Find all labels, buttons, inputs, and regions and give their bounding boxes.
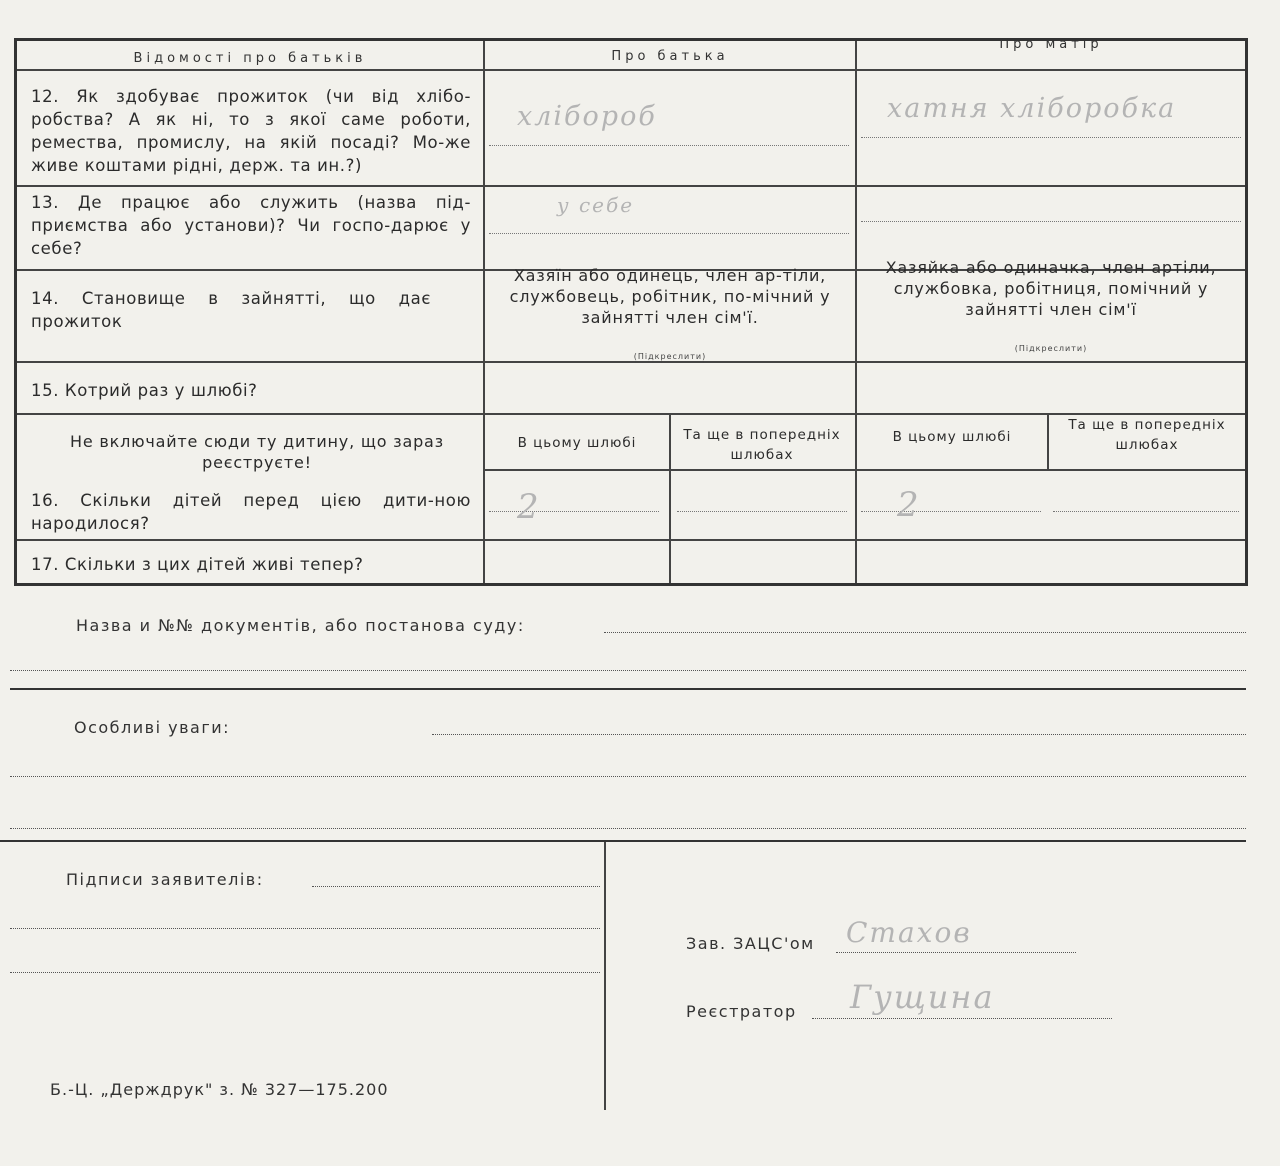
father-children-handwriting: 2 [517,487,541,527]
mother-children-handwriting: 2 [897,485,921,525]
father-underline-note: (Підкреслити) [633,352,707,361]
head-of-registry-label: Зав. ЗАЦС'ом [686,934,815,953]
header-info-about-parents: Відомості про батьків [133,51,367,66]
mother-this-marriage: В цьому шлюбі [892,429,1012,445]
section-divider [10,688,1246,690]
father-occupation-handwriting: хлібороб [517,101,657,132]
father-employment-options: Хазяїн або одинець, член ар-тіли, службовець, робітник, по-мічний у зайнятті член сім'ї. [509,266,831,327]
registrar-label: Реєстратор [686,1002,797,1021]
mother-occupation-handwriting: хатня хліборобка [887,93,1177,124]
question-13: 13. Де працює або служить (назва під-приємства або установи)? Чи госпо-дарює у себе? [31,193,471,258]
remarks-fill-line [432,734,1246,735]
mother-underline-note: (Підкреслити) [1014,344,1088,353]
documents-label: Назва и №№ документів, або постанова суду: [76,616,525,635]
header-about-father: Про батька [611,49,729,64]
question-17: 17. Скільки з цих дітей живі тепер? [31,555,364,574]
parents-info-table [14,38,1248,586]
father-work-handwriting: у себе [557,193,635,217]
question-14: 14. Становище в зайнятті, що дає прожиток [31,289,431,331]
head-signature: Стахов [846,916,972,949]
signatures-column-divider [604,842,606,1110]
header-about-mother: Про матір [999,37,1103,52]
question-16: 16. Скільки дітей перед цією дити-ною народилося? [31,491,471,533]
mother-previous-marriages: Та ще в попередніх шлюбах [1068,417,1226,453]
registrar-signature: Гущина [850,978,995,1016]
note-exclude-child: Не включайте сюди ту дитину, що зараз реєструєте! [70,432,444,472]
question-12: 12. Як здобуває прожиток (чи від хлібо-робства? А як ні, то з якої саме роботи, ремества, промислу, на якій посаді? Мо-же живе коштами рідні, держ. та ин.?) [31,87,471,175]
signatures-divider [0,840,1246,842]
question-15: 15. Котрий раз у шлюбі? [31,381,258,400]
documents-fill-line [604,632,1246,633]
applicants-signatures-label: Підписи заявителів: [66,870,264,889]
remarks-label: Особливі уваги: [74,718,231,737]
mother-employment-options: Хазяйка або одиначка, член артіли, службовка, робітниця, помічний у зайнятті член сім'ї [885,258,1217,319]
father-this-marriage: В цьому шлюбі [517,435,637,451]
printer-imprint: Б.-Ц. „Держдрук" з. № 327—175.200 [50,1080,389,1099]
father-previous-marriages: Та ще в попередніх шлюбах [683,427,841,463]
